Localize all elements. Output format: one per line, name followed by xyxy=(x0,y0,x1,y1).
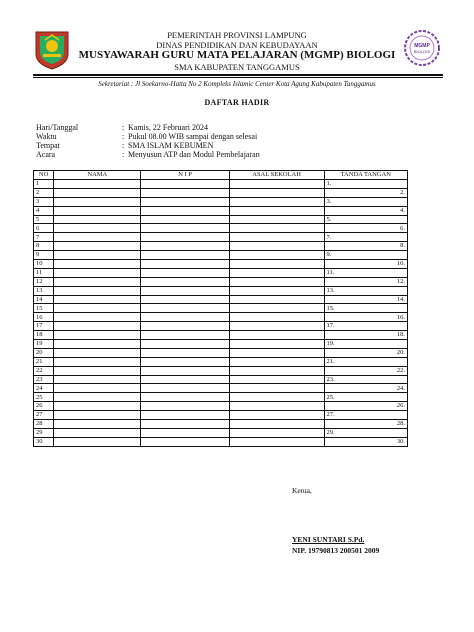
table-row xyxy=(34,304,408,313)
cell-tanda-tangan: 7. xyxy=(324,233,407,242)
cell-nama xyxy=(54,331,141,340)
table-row xyxy=(34,286,408,295)
table-row xyxy=(34,197,408,206)
cell-nama xyxy=(54,366,141,375)
cell-asal-sekolah xyxy=(229,420,324,429)
cell-nip xyxy=(141,420,229,429)
header-nama: NAMA xyxy=(54,171,141,180)
cell-nama xyxy=(54,420,141,429)
event-info-row xyxy=(36,132,260,141)
table-row xyxy=(34,268,408,277)
table-row xyxy=(34,215,408,224)
cell-asal-sekolah xyxy=(229,206,324,215)
cell-nama xyxy=(54,375,141,384)
cell-tanda-tangan: 1. xyxy=(324,180,407,189)
cell-nama xyxy=(54,411,141,420)
cell-nip xyxy=(141,322,229,331)
cell-tanda-tangan: 5. xyxy=(324,215,407,224)
cell-nip xyxy=(141,384,229,393)
cell-nip xyxy=(141,357,229,366)
cell-nip xyxy=(141,340,229,349)
cell-tanda-tangan: 14. xyxy=(324,295,407,304)
department-name: DINAS PENDIDIKAN DAN KEBUDAYAAN xyxy=(156,40,318,50)
cell-nama xyxy=(54,348,141,357)
cell-asal-sekolah xyxy=(229,215,324,224)
table-row xyxy=(34,420,408,429)
cell-tanda-tangan: 15. xyxy=(324,304,407,313)
table-row xyxy=(34,348,408,357)
cell-tanda-tangan: 27. xyxy=(324,411,407,420)
cell-tanda-tangan: 16. xyxy=(324,313,407,322)
svg-text:BIOLOGI: BIOLOGI xyxy=(413,49,431,54)
table-row xyxy=(34,251,408,260)
cell-asal-sekolah xyxy=(229,251,324,260)
row-number: 12 xyxy=(34,277,54,286)
cell-nip xyxy=(141,437,229,446)
row-number: 28 xyxy=(34,420,54,429)
cell-asal-sekolah xyxy=(229,260,324,269)
event-info-label: Waktu xyxy=(36,132,57,141)
table-row xyxy=(34,357,408,366)
cell-tanda-tangan: 19. xyxy=(324,340,407,349)
cell-tanda-tangan: 25. xyxy=(324,393,407,402)
cell-asal-sekolah xyxy=(229,295,324,304)
cell-tanda-tangan: 8. xyxy=(324,242,407,251)
cell-tanda-tangan: 29. xyxy=(324,428,407,437)
cell-nip xyxy=(141,260,229,269)
table-row xyxy=(34,313,408,322)
cell-nip xyxy=(141,402,229,411)
row-number: 15 xyxy=(34,304,54,313)
secretariat-address: Sekretariat : Jl Soekarno-Hatta No 2 Kompleks Islamic Center Kota Agung Kabupaten Tanggamus xyxy=(98,80,376,88)
cell-nama xyxy=(54,215,141,224)
event-info-colon: : xyxy=(122,141,125,150)
cell-tanda-tangan: 12. xyxy=(324,277,407,286)
cell-asal-sekolah xyxy=(229,357,324,366)
cell-nip xyxy=(141,277,229,286)
cell-asal-sekolah xyxy=(229,242,324,251)
cell-asal-sekolah xyxy=(229,188,324,197)
cell-nip xyxy=(141,295,229,304)
row-number: 16 xyxy=(34,313,54,322)
header-tanda-tangan: TANDA TANGAN xyxy=(324,171,407,180)
cell-asal-sekolah xyxy=(229,411,324,420)
row-number: 2 xyxy=(34,188,54,197)
event-info-colon: : xyxy=(122,132,125,141)
cell-tanda-tangan: 2. xyxy=(324,188,407,197)
table-row xyxy=(34,180,408,189)
event-info-row xyxy=(36,150,260,159)
event-info-value: Pukul 08.00 WIB sampai dengan selesai xyxy=(128,132,258,141)
cell-nip xyxy=(141,375,229,384)
row-number: 26 xyxy=(34,402,54,411)
event-info-colon: : xyxy=(122,123,125,132)
cell-tanda-tangan: 28. xyxy=(324,420,407,429)
event-info-label: Tempat xyxy=(36,141,60,150)
event-info-value: Menyusun ATP dan Modul Pembelajaran xyxy=(128,150,260,159)
cell-nama xyxy=(54,268,141,277)
table-row xyxy=(34,411,408,420)
cell-asal-sekolah xyxy=(229,393,324,402)
header-no: NO xyxy=(34,171,54,180)
cell-asal-sekolah xyxy=(229,268,324,277)
cell-tanda-tangan: 22. xyxy=(324,366,407,375)
cell-asal-sekolah xyxy=(229,313,324,322)
cell-nip xyxy=(141,233,229,242)
table-row xyxy=(34,295,408,304)
cell-nama xyxy=(54,260,141,269)
cell-nama xyxy=(54,428,141,437)
cell-asal-sekolah xyxy=(229,197,324,206)
cell-nip xyxy=(141,224,229,233)
row-number: 11 xyxy=(34,268,54,277)
row-number: 17 xyxy=(34,322,54,331)
cell-nama xyxy=(54,402,141,411)
row-number: 14 xyxy=(34,295,54,304)
cell-tanda-tangan: 18. xyxy=(324,331,407,340)
header-nip: N I P xyxy=(141,171,229,180)
event-info-label: Hari/Tanggal xyxy=(36,123,79,132)
row-number: 25 xyxy=(34,393,54,402)
table-row xyxy=(34,375,408,384)
table-row xyxy=(34,224,408,233)
cell-nama xyxy=(54,242,141,251)
table-row xyxy=(34,393,408,402)
row-number: 19 xyxy=(34,340,54,349)
cell-nip xyxy=(141,215,229,224)
cell-asal-sekolah xyxy=(229,331,324,340)
cell-tanda-tangan: 26. xyxy=(324,402,407,411)
table-row xyxy=(34,233,408,242)
organization-name: MUSYAWARAH GURU MATA PELAJARAN (MGMP) BIOLOGI xyxy=(78,49,396,61)
cell-tanda-tangan: 10. xyxy=(324,260,407,269)
table-row xyxy=(34,322,408,331)
table-row xyxy=(34,402,408,411)
attendance-table xyxy=(33,170,408,447)
signature-role: Ketua, xyxy=(292,486,312,495)
cell-nip xyxy=(141,251,229,260)
cell-asal-sekolah xyxy=(229,286,324,295)
row-number: 6 xyxy=(34,224,54,233)
row-number: 5 xyxy=(34,215,54,224)
row-number: 7 xyxy=(34,233,54,242)
cell-nama xyxy=(54,188,141,197)
table-row xyxy=(34,188,408,197)
table-header-row xyxy=(34,171,408,180)
cell-asal-sekolah xyxy=(229,180,324,189)
signatory-name: YENI SUNTARI S.Pd. xyxy=(292,535,365,544)
row-number: 9 xyxy=(34,251,54,260)
table-row xyxy=(34,260,408,269)
cell-asal-sekolah xyxy=(229,348,324,357)
cell-nip xyxy=(141,313,229,322)
cell-tanda-tangan: 24. xyxy=(324,384,407,393)
row-number: 20 xyxy=(34,348,54,357)
table-row xyxy=(34,437,408,446)
table-row xyxy=(34,366,408,375)
event-info-colon: : xyxy=(122,150,125,159)
cell-nip xyxy=(141,242,229,251)
cell-nip xyxy=(141,268,229,277)
cell-nip xyxy=(141,366,229,375)
cell-asal-sekolah xyxy=(229,384,324,393)
cell-nama xyxy=(54,180,141,189)
row-number: 3 xyxy=(34,197,54,206)
cell-asal-sekolah xyxy=(229,304,324,313)
cell-tanda-tangan: 9. xyxy=(324,251,407,260)
row-number: 21 xyxy=(34,357,54,366)
table-row xyxy=(34,242,408,251)
cell-tanda-tangan: 6. xyxy=(324,224,407,233)
cell-nama xyxy=(54,313,141,322)
cell-nip xyxy=(141,331,229,340)
cell-nip xyxy=(141,188,229,197)
table-row xyxy=(34,206,408,215)
header-asal-sekolah: ASAL SEKOLAH xyxy=(229,171,324,180)
cell-tanda-tangan: 17. xyxy=(324,322,407,331)
row-number: 23 xyxy=(34,375,54,384)
row-number: 29 xyxy=(34,428,54,437)
event-info xyxy=(36,123,260,159)
cell-nip xyxy=(141,197,229,206)
cell-nama xyxy=(54,322,141,331)
row-number: 30 xyxy=(34,437,54,446)
event-info-row xyxy=(36,141,260,150)
signatory-nip: NIP. 19790813 200501 2009 xyxy=(292,546,380,555)
row-number: 10 xyxy=(34,260,54,269)
cell-tanda-tangan: 4. xyxy=(324,206,407,215)
table-row xyxy=(34,277,408,286)
cell-asal-sekolah xyxy=(229,224,324,233)
cell-nama xyxy=(54,437,141,446)
cell-nama xyxy=(54,340,141,349)
cell-asal-sekolah xyxy=(229,366,324,375)
cell-asal-sekolah xyxy=(229,402,324,411)
cell-asal-sekolah xyxy=(229,233,324,242)
letterhead-divider xyxy=(33,74,443,76)
cell-nama xyxy=(54,357,141,366)
cell-nama xyxy=(54,393,141,402)
cell-nama xyxy=(54,233,141,242)
cell-nip xyxy=(141,286,229,295)
cell-nip xyxy=(141,411,229,420)
cell-nama xyxy=(54,206,141,215)
cell-nama xyxy=(54,286,141,295)
cell-asal-sekolah xyxy=(229,322,324,331)
cell-tanda-tangan: 30. xyxy=(324,437,407,446)
row-number: 13 xyxy=(34,286,54,295)
cell-nip xyxy=(141,393,229,402)
event-info-label: Acara xyxy=(36,150,56,159)
cell-tanda-tangan: 11. xyxy=(324,268,407,277)
cell-asal-sekolah xyxy=(229,277,324,286)
cell-nip xyxy=(141,348,229,357)
cell-nama xyxy=(54,384,141,393)
event-info-row xyxy=(36,123,260,132)
svg-text:MGMP: MGMP xyxy=(414,43,430,49)
cell-asal-sekolah xyxy=(229,428,324,437)
row-number: 24 xyxy=(34,384,54,393)
cell-nama xyxy=(54,295,141,304)
cell-nama xyxy=(54,197,141,206)
row-number: 8 xyxy=(34,242,54,251)
region-name: SMA KABUPATEN TANGGAMUS xyxy=(174,62,300,72)
table-row xyxy=(34,428,408,437)
cell-tanda-tangan: 13. xyxy=(324,286,407,295)
cell-asal-sekolah xyxy=(229,437,324,446)
row-number: 27 xyxy=(34,411,54,420)
cell-nama xyxy=(54,224,141,233)
cell-asal-sekolah xyxy=(229,340,324,349)
cell-asal-sekolah xyxy=(229,375,324,384)
cell-tanda-tangan: 21. xyxy=(324,357,407,366)
table-row xyxy=(34,331,408,340)
cell-nip xyxy=(141,304,229,313)
row-number: 18 xyxy=(34,331,54,340)
government-name: PEMERINTAH PROVINSI LAMPUNG xyxy=(167,30,307,40)
table-row xyxy=(34,384,408,393)
row-number: 4 xyxy=(34,206,54,215)
table-row xyxy=(34,340,408,349)
cell-nip xyxy=(141,180,229,189)
cell-nama xyxy=(54,304,141,313)
cell-nip xyxy=(141,428,229,437)
event-info-value: SMA ISLAM KEBUMEN xyxy=(128,141,214,150)
cell-tanda-tangan: 20. xyxy=(324,348,407,357)
cell-tanda-tangan: 3. xyxy=(324,197,407,206)
document-title: DAFTAR HADIR xyxy=(204,98,270,107)
cell-nama xyxy=(54,251,141,260)
event-info-value: Kamis, 22 Februari 2024 xyxy=(128,123,208,132)
letterhead-divider-thin xyxy=(33,77,443,78)
row-number: 22 xyxy=(34,366,54,375)
row-number: 1 xyxy=(34,180,54,189)
cell-tanda-tangan: 23. xyxy=(324,375,407,384)
cell-nip xyxy=(141,206,229,215)
cell-nama xyxy=(54,277,141,286)
